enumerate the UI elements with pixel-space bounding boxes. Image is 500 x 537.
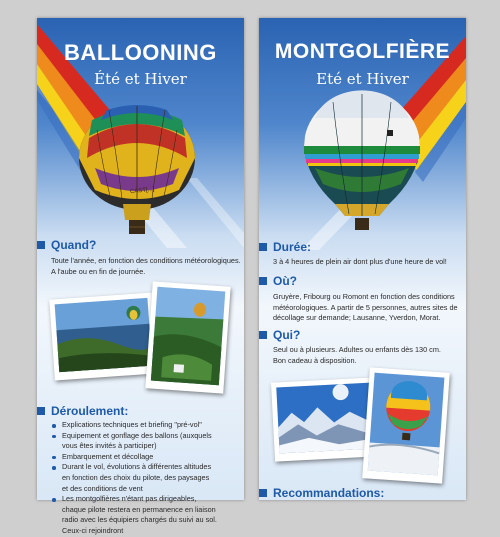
list-item: Equipement et gonflage des ballons (auxquels vous êtes invités à participer) xyxy=(49,431,217,452)
section-heading: Recommandations: xyxy=(273,486,385,500)
text-line: Gruyère, Fribourg ou Romont en fonction des conditions météorologiques. A partir de 5 personnes, autres sites de décollage sur demande; Lausanne, Yverdon, Morat. xyxy=(273,292,458,323)
flyer-title: MONTGOLFIÈRE xyxy=(274,40,451,63)
section-body xyxy=(273,345,463,366)
text-line: Bon cadeau à disposition. xyxy=(273,355,357,365)
section-bullet-square xyxy=(37,241,45,249)
list-item: Les montgolfières n'étant pas dirigeables, chaque pilote restera en permanence en liaison radio avec les équipiers chargés du suivi au sol. Ceux-ci rejoindront xyxy=(49,494,217,536)
section-body xyxy=(273,292,461,324)
section-heading: Durée: xyxy=(273,240,312,254)
section-bullet-square xyxy=(259,243,267,251)
section-heading: Qui? xyxy=(273,328,301,342)
section-bullet-square xyxy=(259,331,267,339)
section-body xyxy=(273,257,463,268)
text-line: Toute l'année, en fonction des conditions météorologiques. xyxy=(51,256,241,265)
bullet-list xyxy=(49,420,217,537)
section-bullet-square xyxy=(259,277,267,285)
section-bullet-square xyxy=(37,407,45,415)
list-item: Durant le vol, évolutions à différentes altitudes en fonction des choix du pilote, des paysages et des conditions de vent xyxy=(49,462,217,494)
section-body xyxy=(49,420,217,537)
balloon-lettering xyxy=(112,180,172,198)
flyer-title: BALLOONING xyxy=(64,40,217,65)
winter-mountains-photo xyxy=(271,377,379,461)
text-line: Seul ou à plusieurs. Adultes ou enfants dès 130 cm. xyxy=(273,345,441,354)
section-heading: Quand? xyxy=(51,238,97,252)
section-body xyxy=(51,256,241,277)
flyer-montgolfiere xyxy=(259,18,466,500)
summer-lake-photo xyxy=(49,293,157,381)
flyer-ballooning xyxy=(37,18,244,535)
flyer-subtitle: Été et Hiver xyxy=(94,70,187,88)
summer-balloon-photo xyxy=(145,281,230,393)
text-line: 3 à 4 heures de plein air dont plus d'une heure de vol! xyxy=(273,257,447,266)
list-item: Explications techniques et briefing "pré-vol" xyxy=(49,420,217,431)
svg-text:CAST[...]: CAST[...] xyxy=(129,186,155,196)
section-heading: Déroulement: xyxy=(51,404,129,418)
section-heading: Où? xyxy=(273,274,297,288)
winter-balloon-photo xyxy=(362,367,450,483)
section-bullet-square xyxy=(259,489,267,497)
text-line: A l'aube ou en fin de journée. xyxy=(51,266,146,276)
flyer-subtitle: Eté et Hiver xyxy=(316,70,409,88)
list-item: Embarquement et décollage xyxy=(49,452,217,463)
